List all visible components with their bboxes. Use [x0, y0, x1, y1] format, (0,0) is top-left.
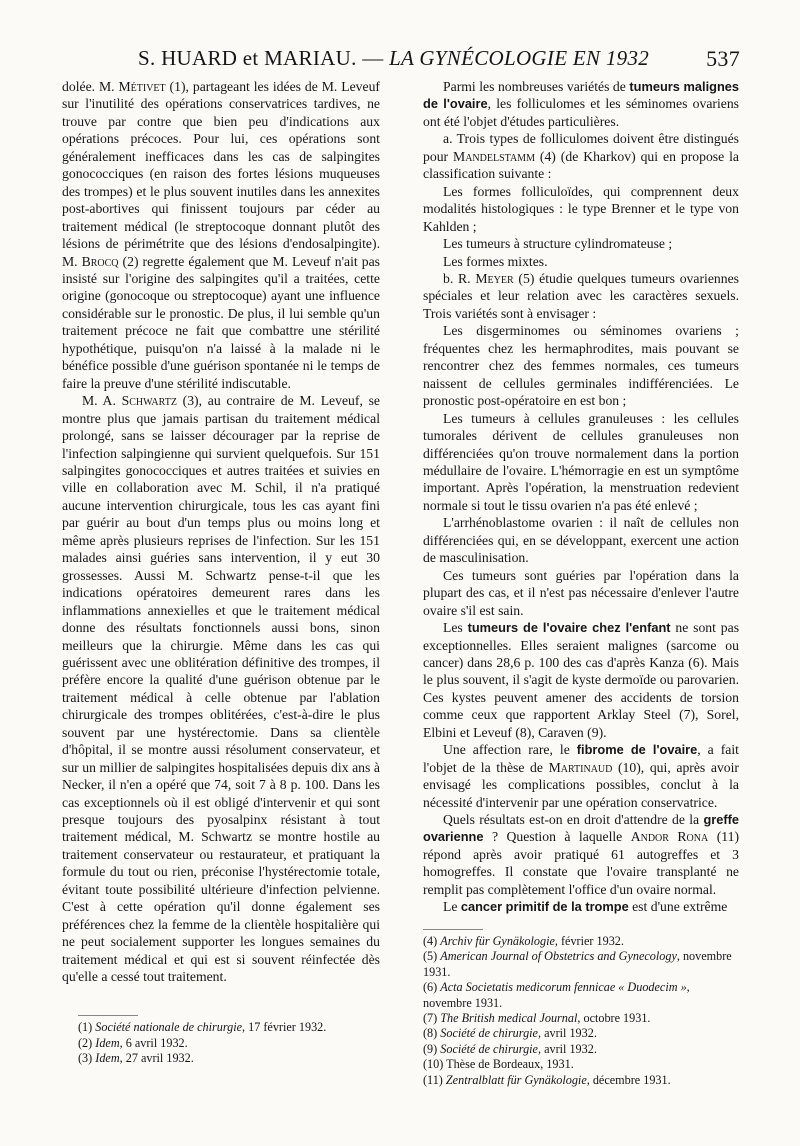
footnote-source: Société de chirurgie — [440, 1041, 538, 1056]
footnote-text: Thèse de Bordeaux, 1931. — [446, 1057, 574, 1072]
footnote-number: (9) — [423, 1041, 438, 1056]
footnote-text: , février 1932. — [554, 934, 624, 948]
right-column — [423, 78, 739, 916]
footnote-text: , avril 1932. — [537, 1026, 597, 1041]
footnote-number: (7) — [423, 1011, 438, 1026]
paragraph: Ces tumeurs sont guéries par l'opération dans la plupart des cas, et il n'est pas nécessaire d'enlever l'autre ovaire s'il est sain. — [423, 567, 739, 618]
footnote-number: (6) — [423, 980, 438, 995]
footnote-rule — [423, 929, 483, 930]
footnote-number: (11) — [423, 1072, 443, 1087]
footnote — [423, 934, 739, 949]
paragraph-tumeurs-malignes — [423, 78, 739, 130]
footnote-text: , 27 avril 1932. — [119, 1051, 194, 1066]
paragraph-mandelstamm — [423, 130, 739, 182]
text-run: (11) répond après avoir pratiqué 61 autogreffes et 3 homogreffes. Il constate que l'ovaire transplanté ne remplit pas complètement l'office d'un ovaire normal. — [423, 829, 740, 897]
text-run: , les folliculomes et les séminomes ovariens ont été l'objet d'études particulières. — [423, 96, 739, 129]
list-item: Les formes folliculoïdes, qui comprennent deux modalités histologiques : le type Brenner et le type von Kahlden ; — [423, 183, 739, 234]
header-title: LA GYNÉCOLOGIE EN 1932 — [389, 46, 650, 70]
author-name: Martinaud — [548, 759, 613, 775]
paragraph-enfant — [423, 619, 739, 741]
footnote-number: (8) — [423, 1026, 438, 1041]
text-run: Le — [443, 899, 461, 915]
text-run: ? Question à laquelle — [483, 829, 631, 845]
footnote-number: (1) — [78, 1020, 93, 1034]
text-run: est d'une extrême — [628, 899, 728, 915]
list-item: L'arrhénoblastome ovarien : il naît de cellules non différenciées qui, en se développant, exercent une action de masculinisation. — [423, 515, 739, 566]
header-authors: S. HUARD et MARIAU. — [138, 46, 357, 70]
text-run: (1), partageant les idées de M. Leveuf sur l'inutilité des opérations conservatrices tardives, ne trouve par contre que bien peu d'indications aux opérations précoces. Pour lui, ces opérations sont généralement inefficaces dans les cas de salpingites gonococciques (en raison des fortes lésions muqueuses des trompes) et le plus souvent inutiles dans les annexites post-abortives qui finissent toujours par céder au traitement médical (le streptocoque donnant plutôt des lésions de périmétrite que des lésions d'endosalpingite). M. — [62, 79, 380, 269]
running-header — [80, 42, 740, 74]
text-run: Parmi les nombreuses variétés de — [443, 79, 630, 94]
list-item: Les disgerminomes ou séminomes ovariens ; fréquentes chez les hermaphrodites, mais pouvant se rencontrer chez des femmes normales, ces tumeurs naissent de cellules germinales indifférenciées. Le pronostic post-opératoire en est bon ; — [423, 323, 739, 409]
list-item: Les tumeurs à structure cylindromateuse ; — [443, 236, 673, 252]
footnote — [423, 1026, 739, 1041]
footnote — [423, 1011, 739, 1026]
footnote-number: (4) — [423, 934, 438, 948]
text-run: (10), qui, après avoir envisagé les complications possibles, conclut à la nécessité d'intervenir par une opération conservatrice. — [423, 759, 739, 810]
text-run: (4) (de Kharkov) qui en propose la classification suivante : — [423, 148, 740, 182]
footnote — [423, 1042, 739, 1057]
paragraph-greffe — [423, 811, 739, 898]
paragraph-cancer-trompe — [423, 898, 739, 915]
footnotes-right — [423, 934, 739, 1088]
footnote-text: , novembre 1931. — [423, 949, 732, 979]
text-run: ne sont pas exceptionnelles. Elles seraient malignes (sarcome ou cancer) dans 28,6 p. 100 des cas d'après Kanza (6). Mais le plus souvent, il s'agit de kyste dermoïde ou parovarien. Ces kystes peuvent amener des accidents de torsion comme ceux que rapportent Arklay Steel (7), Sorel, Elbini et Leveuf (8), Caraven (9). — [423, 620, 740, 740]
author-name: Métivet — [118, 79, 166, 94]
text-run: dolée. M. — [62, 79, 119, 94]
footnote-number: (3) — [78, 1051, 93, 1066]
footnote-source: Société nationale de chirurgie — [95, 1020, 243, 1034]
text-run: (2) regrette également que M. Leveuf n'ait pas insisté sur l'origine des salpingites qu'il a traitées, cette origine (gonocoque ou streptocoque) ayant une influence considérable sur le pronostic. De plus, il lui semble qu'un traitement précoce ne fait que combattre une stérilité hypothétique, puisqu'on n'a laissé à la malade ni le bénéfice possible d'une guérison spontanée ni le temps de faire la preuve d'une stérilité indiscutable. — [62, 253, 380, 391]
topic-heading: fibrome de l'ovaire — [576, 742, 698, 758]
header-dash: — — [362, 46, 384, 70]
paragraph-metivet — [62, 78, 380, 392]
text-run: Les — [443, 620, 468, 636]
page-number: 537 — [706, 46, 740, 71]
footnote-text: , 6 avril 1932. — [119, 1035, 188, 1050]
footnote — [423, 1073, 739, 1088]
topic-heading: tumeurs malignes de l'ovaire — [423, 79, 739, 112]
footnote — [78, 1051, 388, 1067]
list-item: Les formes mixtes. — [443, 253, 548, 269]
topic-heading: cancer primitif de la trompe — [460, 899, 629, 915]
footnote-text: , octobre 1931. — [577, 1011, 651, 1026]
text-run: (5) étudie quelques tumeurs ovariennes spéciales et leur relation avec les caractères sexuels. Trois variétés sont à envisager : — [423, 270, 739, 321]
footnote — [78, 1036, 388, 1052]
author-name: Meyer — [475, 270, 514, 286]
text-run: (3), au contraire de M. Leveuf, se montre plus que jamais partisan du traitement médical prolongé, sans se laisser décourager par la reprise de l'infection salpingienne qui survient quelquefois. Sur 151 salpingites gonococciques et autres traitées et suivies en ville en collaboration avec M. Schil, il n'a pratiqué aucune intervention chirurgicale, tous les cas ayant fini par guérir au bout d'un temps plus ou moins long et même après plusieurs reprises de l'infection. Sur les 151 malades ainsi guéries sans intervention, il y eut 30 grossesses. Aussi M. Schwartz pense-t-il que les indications opératoires demeurent rares dans les inflammations annexielles et que le traitement médical donne des résultats fonctionnels aussi bons, sinon meilleurs que la chirurgie. Même dans les cas qui guérissent avec une oblitération définitive des trompes, il préfère encore la qualité d'une guérison obtenue par le traitement médical à celle obtenue par l'ablation chirurgicale des trompes oblitérées, c'est-à-dire le plus souvent par une hystérectomie. Dans sa clientèle d'hôpital, il se montre aussi résolument conservateur, et sur un millier de salpingites hospitalisées depuis dix ans à Necker, il n'en a opéré que 74, soit 7 à 8 p. 100. Dans les cas exceptionnels où il est obligé d'intervenir et qui sont presque toujours des pyosalpinx résistant à tout traitement médical, M. Schwartz se montre hostile au traitement conservateur ou restaurateur, et pratiquant la formule du tout ou rien, préconise l'hystérectomie totale, évitant toute possibilité ultérieure d'infection pelvienne. C'est à cette opération qu'il donne également ses préférences chez la femme de la clientèle hospitalière qui ne peut socialement supporter les longues semaines du traitement médical et qui est si souvent réinfectée dès qu'elle a cessé tout traitement. — [62, 393, 380, 985]
running-title — [138, 46, 649, 71]
topic-heading: greffe ovarienne — [423, 812, 739, 845]
footnote-source: Idem — [95, 1051, 120, 1066]
paragraph-schwartz — [62, 392, 380, 985]
text-run: Quels résultats est-on en droit d'attendre de la — [443, 812, 704, 828]
footnote — [78, 1020, 388, 1036]
footnote-number: (10) — [423, 1057, 444, 1072]
footnote-source: Zentralblatt für Gynäkologie — [445, 1072, 587, 1087]
text-run: a. Trois types de folliculomes doivent être distingués pour — [423, 131, 739, 164]
footnote-text: , décembre 1931. — [586, 1072, 671, 1087]
footnotes-left — [78, 1020, 388, 1067]
left-column — [62, 78, 380, 986]
text-run: M. A. — [82, 393, 122, 409]
footnote-source: Idem — [95, 1035, 120, 1050]
text-run: , a fait l'objet de la thèse de — [423, 742, 739, 775]
footnote-number: (5) — [423, 949, 438, 964]
footnote-source: Société de chirurgie — [440, 1026, 538, 1041]
paragraph-meyer — [423, 270, 739, 322]
footnote-rule — [78, 1015, 138, 1016]
footnote-source: American Journal of Obstetrics and Gynecology — [440, 949, 677, 964]
paragraph-fibrome — [423, 741, 739, 811]
author-name: Andor Rona — [630, 829, 709, 845]
footnote-source: Archiv für Gynäkologie — [440, 934, 555, 948]
author-name: Schwartz — [121, 393, 177, 409]
footnote-source: The British medical Journal — [440, 1011, 578, 1026]
footnote-number: (2) — [78, 1035, 93, 1050]
footnote-text: , 17 février 1932. — [242, 1020, 327, 1034]
footnote-text: , avril 1932. — [537, 1041, 597, 1056]
text-run: Une affection rare, le — [443, 742, 577, 758]
text-run: b. R. — [443, 270, 476, 286]
author-name: Mandelstamm — [453, 148, 535, 164]
author-name: Brocq — [81, 253, 119, 269]
footnote-source: Acta Societatis medicorum fennicae « Duodecim » — [440, 980, 687, 995]
footnote — [423, 1057, 739, 1072]
footnote-text: , novembre 1931. — [423, 980, 690, 1010]
footnote — [423, 949, 739, 980]
footnote — [423, 980, 739, 1011]
topic-heading: tumeurs de l'ovaire chez l'enfant — [467, 620, 671, 636]
list-item: Les tumeurs à cellules granuleuses : les cellules tumorales dérivent de cellules granuleuses non différenciées qu'on trouve normalement dans la portion médullaire de l'ovaire. L'hémorragie en est un symptôme important. Après l'opération, la menstruation redevient normale si tout le tissu ovarien n'a pas été enlevé ; — [423, 410, 739, 513]
